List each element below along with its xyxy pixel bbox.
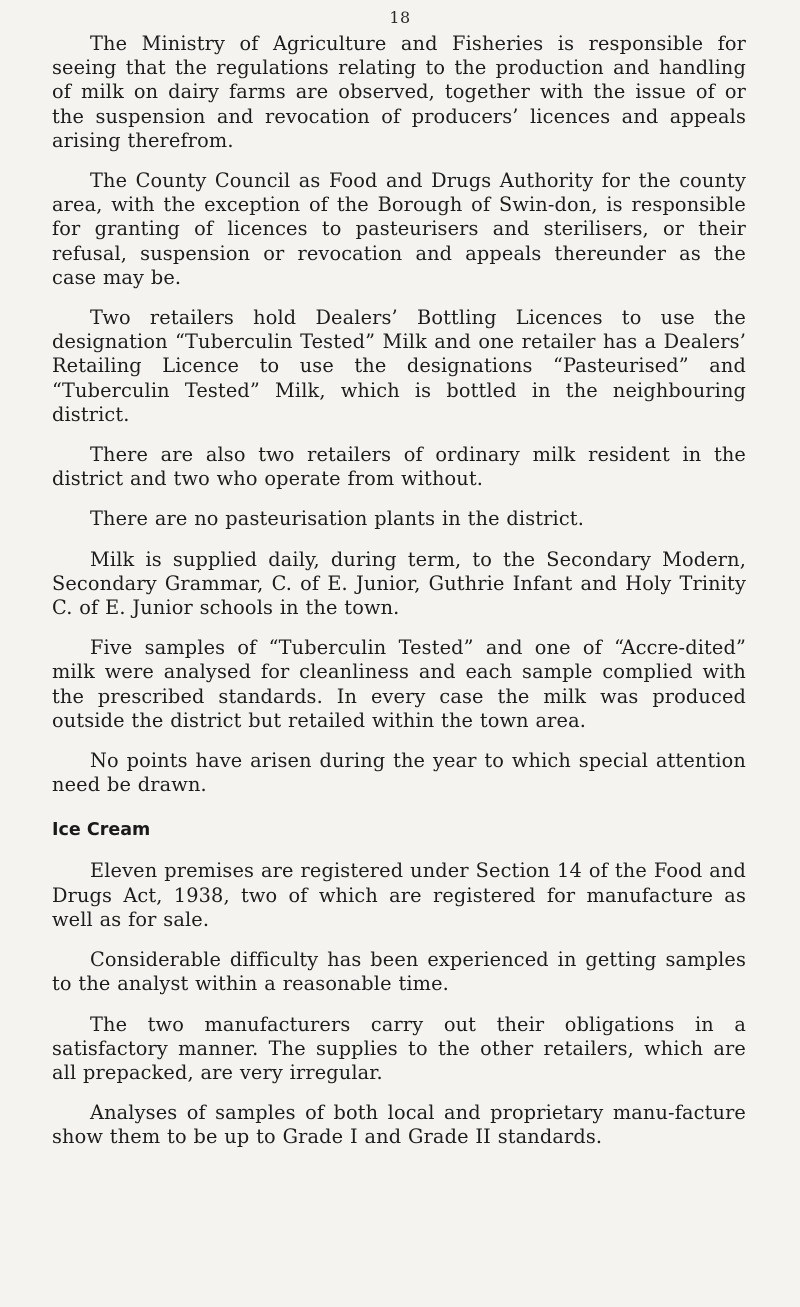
paragraph-school-milk: Milk is supplied daily, during term, to the Secondary Modern, Secondary Grammar, C. of E. Junior, Guthrie Infant and Holy Trinity C. of E. Junior schools in the town. [52, 547, 746, 620]
paragraph-manufacturers: The two manufacturers carry out their obligations in a satisfactory manner. The supplies to the other retailers, which are all prepacked, are very irregular. [52, 1012, 746, 1084]
body-text [52, 32, 746, 1166]
paragraph-pasteurisation-plants: There are no pasteurisation plants in the district. [90, 507, 584, 531]
section-heading-ice-cream: Ice Cream [52, 820, 151, 841]
page-number: 18 [389, 8, 411, 27]
paragraph-ministry-responsibility: The Ministry of Agriculture and Fisheries is responsible for seeing that the regulations relating to the production and handling of milk on dairy farms are observed, together with the issue of or the suspension and revocation of producers’ licences and appeals arising therefrom. [52, 32, 746, 152]
paragraph-county-council: The County Council as Food and Drugs Authority for the county area, with the exception of the Borough of Swin-don, is responsible for granting of licences to pasteurisers and sterilisers, or their refusal, suspension or revocation and appeals thereunder as the case may be. [52, 169, 746, 289]
paragraph-sampling-difficulty: Considerable difficulty has been experienced in getting samples to the analyst within a reasonable time. [52, 948, 746, 996]
paragraph-dealers-licences: Two retailers hold Dealers’ Bottling Licences to use the designation “Tuberculin Tested” Milk and one retailer has a Dealers’ Retailing Licence to use the designations “Pasteurised” and “Tuberculin Tested” Milk, which is bottled in the neighbouring district. [52, 306, 746, 426]
paragraph-ordinary-retailers: There are also two retailers of ordinary milk resident in the district and two who operate from without. [52, 443, 746, 491]
paragraph-registered-premises: Eleven premises are registered under Section 14 of the Food and Drugs Act, 1938, two of which are registered for manufacture as well as for sale. [52, 859, 746, 931]
paragraph-samples-analysed: Five samples of “Tuberculin Tested” and one of “Accre-dited” milk were analysed for cleanliness and each sample complied with the prescribed standards. In every case the milk was produced outside the district but retailed within the town area. [52, 636, 746, 732]
paragraph-no-points: No points have arisen during the year to which special attention need be drawn. [52, 749, 746, 797]
paragraph-analyses-grades: Analyses of samples of both local and proprietary manu-facture show them to be up to Grade I and Grade II standards. [52, 1101, 746, 1149]
